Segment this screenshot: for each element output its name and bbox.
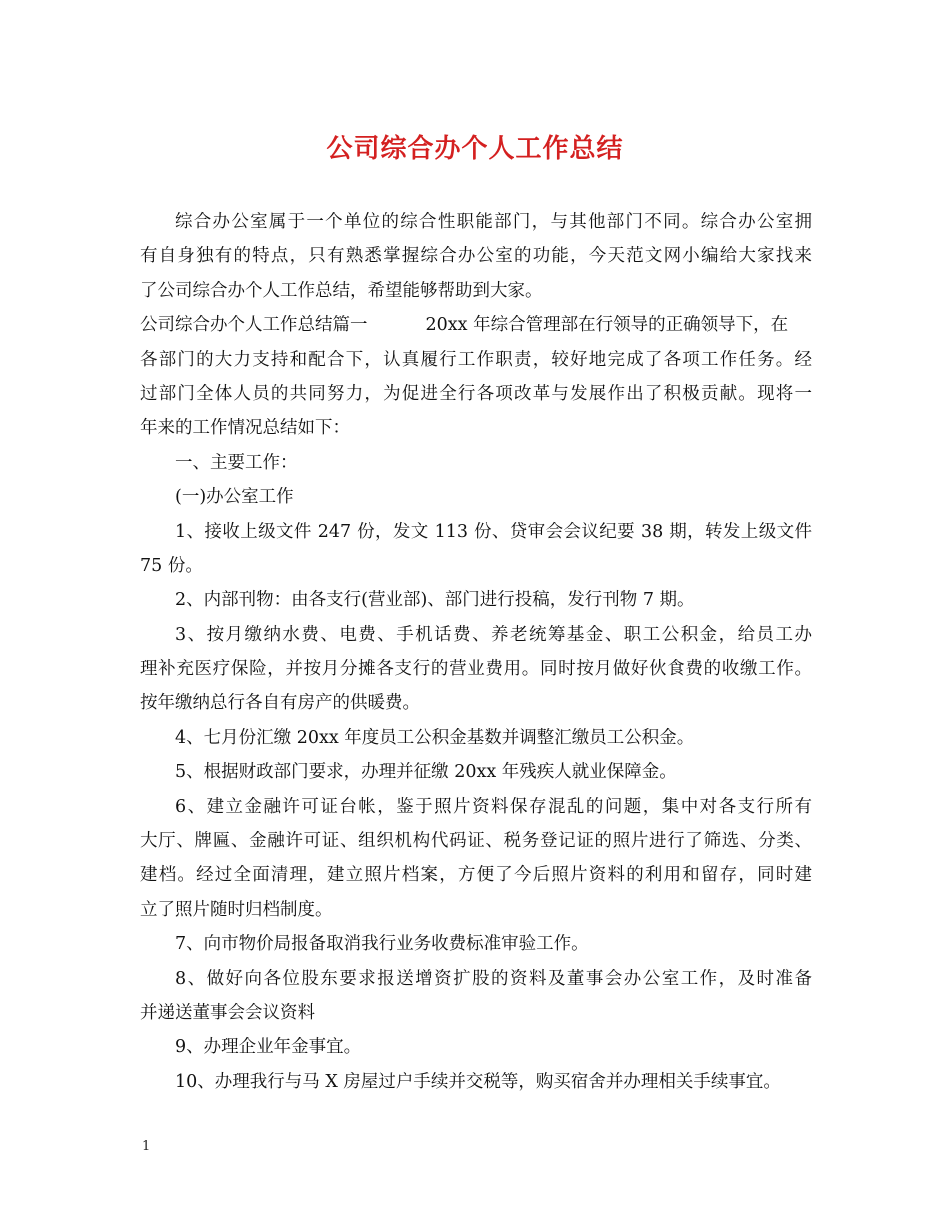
text-line: 综合办公室属于一个单位的综合性职能部门，与其他部门不同。综合办公室拥 [175, 212, 812, 232]
section-heading: 公司综合办个人工作总结篇一 [140, 315, 368, 336]
text-line: 有自身独有的特点，只有熟悉掌握综合办公室的功能，今天范文网小编给大家找来 [140, 246, 812, 267]
text-line: 并递送董事会会议资料 [140, 1002, 315, 1023]
text-line: 年来的工作情况总结如下： [140, 418, 350, 439]
list-item: 4、七月份汇缴 20xx 年度员工公积金基数并调整汇缴员工公积金。 [175, 727, 695, 748]
subheading: (一)办公室工作 [175, 487, 294, 508]
text-line: 各部门的大力支持和配合下，认真履行工作职责，较好地完成了各项工作任务。经 [140, 349, 812, 370]
page-number: 1 [142, 1139, 151, 1154]
text-line: 按年缴纳总行各自有房产的供暖费。 [140, 693, 420, 714]
section-heading-line [140, 308, 812, 342]
list-item: 1、接收上级文件 247 份，发文 113 份、贷审会会议纪要 38 期，转发上级文件 [175, 521, 812, 542]
list-item: 9、办理企业年金事宜。 [175, 1037, 362, 1058]
text-line: 了公司综合办个人工作总结，希望能够帮助到大家。 [140, 280, 543, 301]
document-body [140, 205, 812, 1099]
text-line: 理补充医疗保险，并按月分摊各支行的营业费用。同时按月做好伙食费的收缴工作。 [140, 659, 812, 680]
list-item: 7、向市物价局报备取消我行业务收费标准审验工作。 [175, 934, 589, 955]
text-line: 过部门全体人员的共同努力，为促进全行各项改革与发展作出了积极贡献。现将一 [140, 383, 812, 404]
list-item: 3、按月缴纳水费、电费、手机话费、养老统筹基金、职工公积金，给员工办 [175, 624, 812, 645]
text-line: 建档。经过全面清理，建立照片档案，方便了今后照片资料的利用和留存，同时建 [140, 865, 812, 886]
subheading: 一、主要工作： [175, 452, 298, 473]
list-item: 8、做好向各位股东要求报送增资扩股的资料及董事会办公室工作，及时准备 [175, 968, 812, 989]
list-item: 2、内部刊物：由各支行(营业部)、部门进行投稿，发行刊物 7 期。 [175, 590, 695, 611]
text-segment: 20xx 年综合管理部在行领导的正确领导下，在 [425, 315, 789, 336]
list-item: 10、办理我行与马 X 房屋过户手续并交税等，购买宿舍并办理相关手续事宜。 [175, 1071, 781, 1092]
text-line: 大厅、牌匾、金融许可证、组织机构代码证、税务登记证的照片进行了筛选、分类、 [140, 831, 812, 852]
text-line: 75 份。 [140, 555, 203, 576]
document-title: 公司综合办个人工作总结 [326, 134, 624, 164]
list-item: 5、根据财政部门要求，办理并征缴 20xx 年残疾人就业保障金。 [175, 762, 677, 783]
list-item: 6、建立金融许可证台帐，鉴于照片资料保存混乱的问题，集中对各支行所有 [175, 796, 812, 817]
text-line: 立了照片随时归档制度。 [140, 899, 333, 920]
